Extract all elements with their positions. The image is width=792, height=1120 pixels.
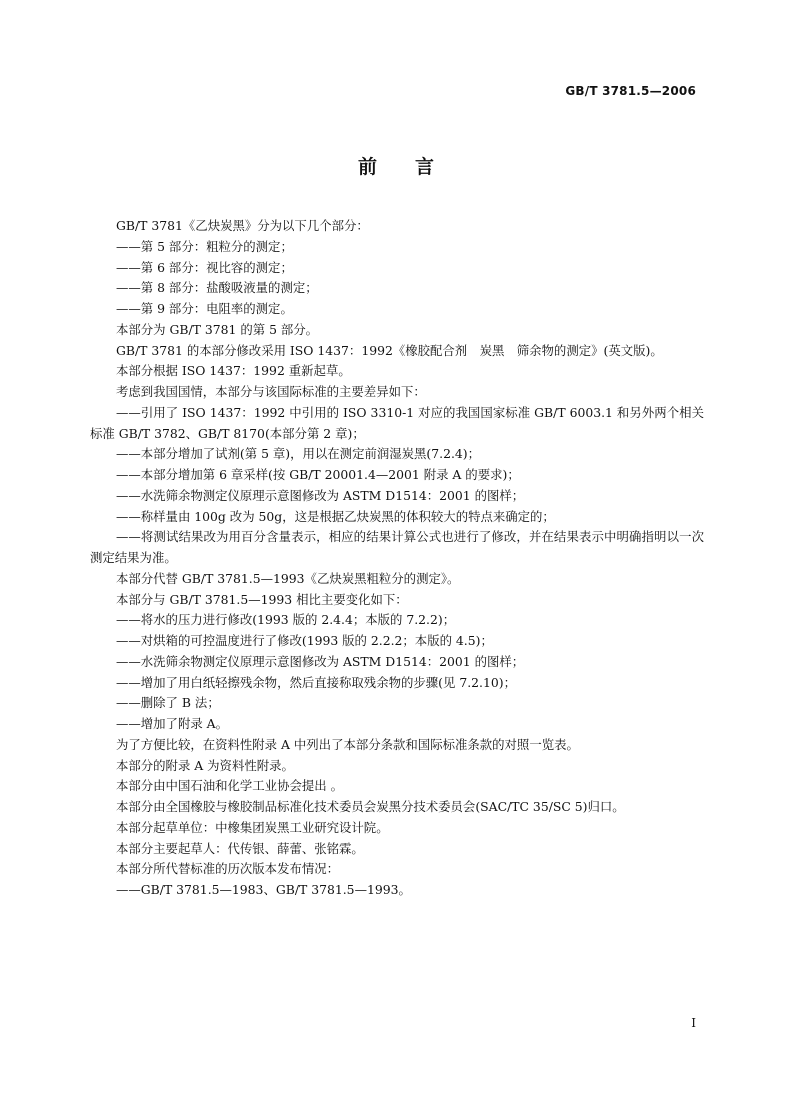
list-item: ——本部分增加第 6 章采样(按 GB/T 20001.4—2001 附录 A 的要求)；: [116, 467, 520, 482]
paragraph: 本部分起草单位：中橡集团炭黑工业研究设计院。: [116, 819, 389, 835]
list-item: ——第 9 部分：电阻率的测定。: [116, 301, 293, 316]
paragraph: 本部分根据 ISO 1437：1992 重新起草。: [116, 363, 351, 379]
standard-number: GB/T 3781.5—2006: [565, 84, 696, 98]
list-item: ——本部分增加了试剂(第 5 章)，用以在测定前润湿炭黑(7.2.4)；: [116, 446, 480, 462]
foreword-body: [90, 216, 704, 901]
list-item: ——引用了 ISO 1437：1992 中引用的 ISO 3310-1 对应的我国国家标准 GB/T 6003.1 和另外两个相关标准 GB/T 3782、GB/T 8170(本部分第 2 章)；: [90, 404, 704, 441]
paragraph: GB/T 3781《乙炔炭黑》分为以下几个部分：: [116, 218, 369, 233]
paragraph: 本部分代替 GB/T 3781.5—1993《乙炔炭黑粗粒分的测定》。: [116, 570, 460, 586]
paragraph: 本部分由中国石油和化学工业协会提出 。: [116, 778, 343, 794]
paragraph: 本部分的附录 A 为资料性附录。: [116, 757, 294, 773]
paragraph: 本部分由全国橡胶与橡胶制品标准化技术委员会炭黑分技术委员会(SAC/TC 35/SC 5)归口。: [116, 799, 625, 814]
page-number: I: [691, 1016, 696, 1030]
page-title: 前言: [357, 156, 472, 178]
list-item: ——水洗筛余物测定仪原理示意图修改为 ASTM D1514：2001 的图样；: [116, 653, 525, 669]
paragraph: 为了方便比较，在资料性附录 A 中列出了本部分条款和国际标准条款的对照一览表。: [116, 736, 579, 752]
paragraph: 本部分主要起草人：代传银、薛蕾、张铭霖。: [116, 840, 364, 856]
paragraph: 本部分为 GB/T 3781 的第 5 部分。: [116, 321, 319, 337]
paragraph: 考虑到我国国情，本部分与该国际标准的主要差异如下：: [116, 384, 426, 399]
list-item: ——第 8 部分：盐酸吸液量的测定；: [116, 280, 318, 296]
list-item: ——称样量由 100g 改为 50g，这是根据乙炔炭黑的体积较大的特点来确定的；: [116, 508, 555, 524]
list-item: ——增加了附录 A。: [116, 716, 229, 731]
list-item: ——将水的压力进行修改(1993 版的 2.4.4；本版的 7.2.2)；: [116, 612, 456, 628]
paragraph: GB/T 3781 的本部分修改采用 ISO 1437：1992《橡胶配合剂 炭黑 筛余物的测定》(英文版)。: [116, 342, 663, 358]
list-item: ——将测试结果改为用百分含量表示，相应的结果计算公式也进行了修改，并在结果表示中明确指明以一次测定结果为准。: [90, 529, 704, 565]
paragraph: 本部分与 GB/T 3781.5—1993 相比主要变化如下：: [116, 591, 408, 607]
list-item: ——删除了 B 法；: [116, 695, 220, 711]
list-item: ——对烘箱的可控温度进行了修改(1993 版的 2.2.2；本版的 4.5)；: [116, 633, 493, 648]
list-item: ——水洗筛余物测定仪原理示意图修改为 ASTM D1514：2001 的图样；: [116, 487, 525, 503]
list-item: ——第 5 部分：粗粒分的测定；: [116, 238, 293, 254]
paragraph: 本部分所代替标准的历次版本发布情况：: [116, 861, 340, 877]
list-item: ——第 6 部分：视比容的测定；: [116, 259, 293, 275]
list-item: ——增加了用白纸轻擦残余物，然后直接称取残余物的步骤(见 7.2.10)；: [116, 674, 516, 690]
list-item: ——GB/T 3781.5—1983、GB/T 3781.5—1993。: [116, 882, 411, 897]
